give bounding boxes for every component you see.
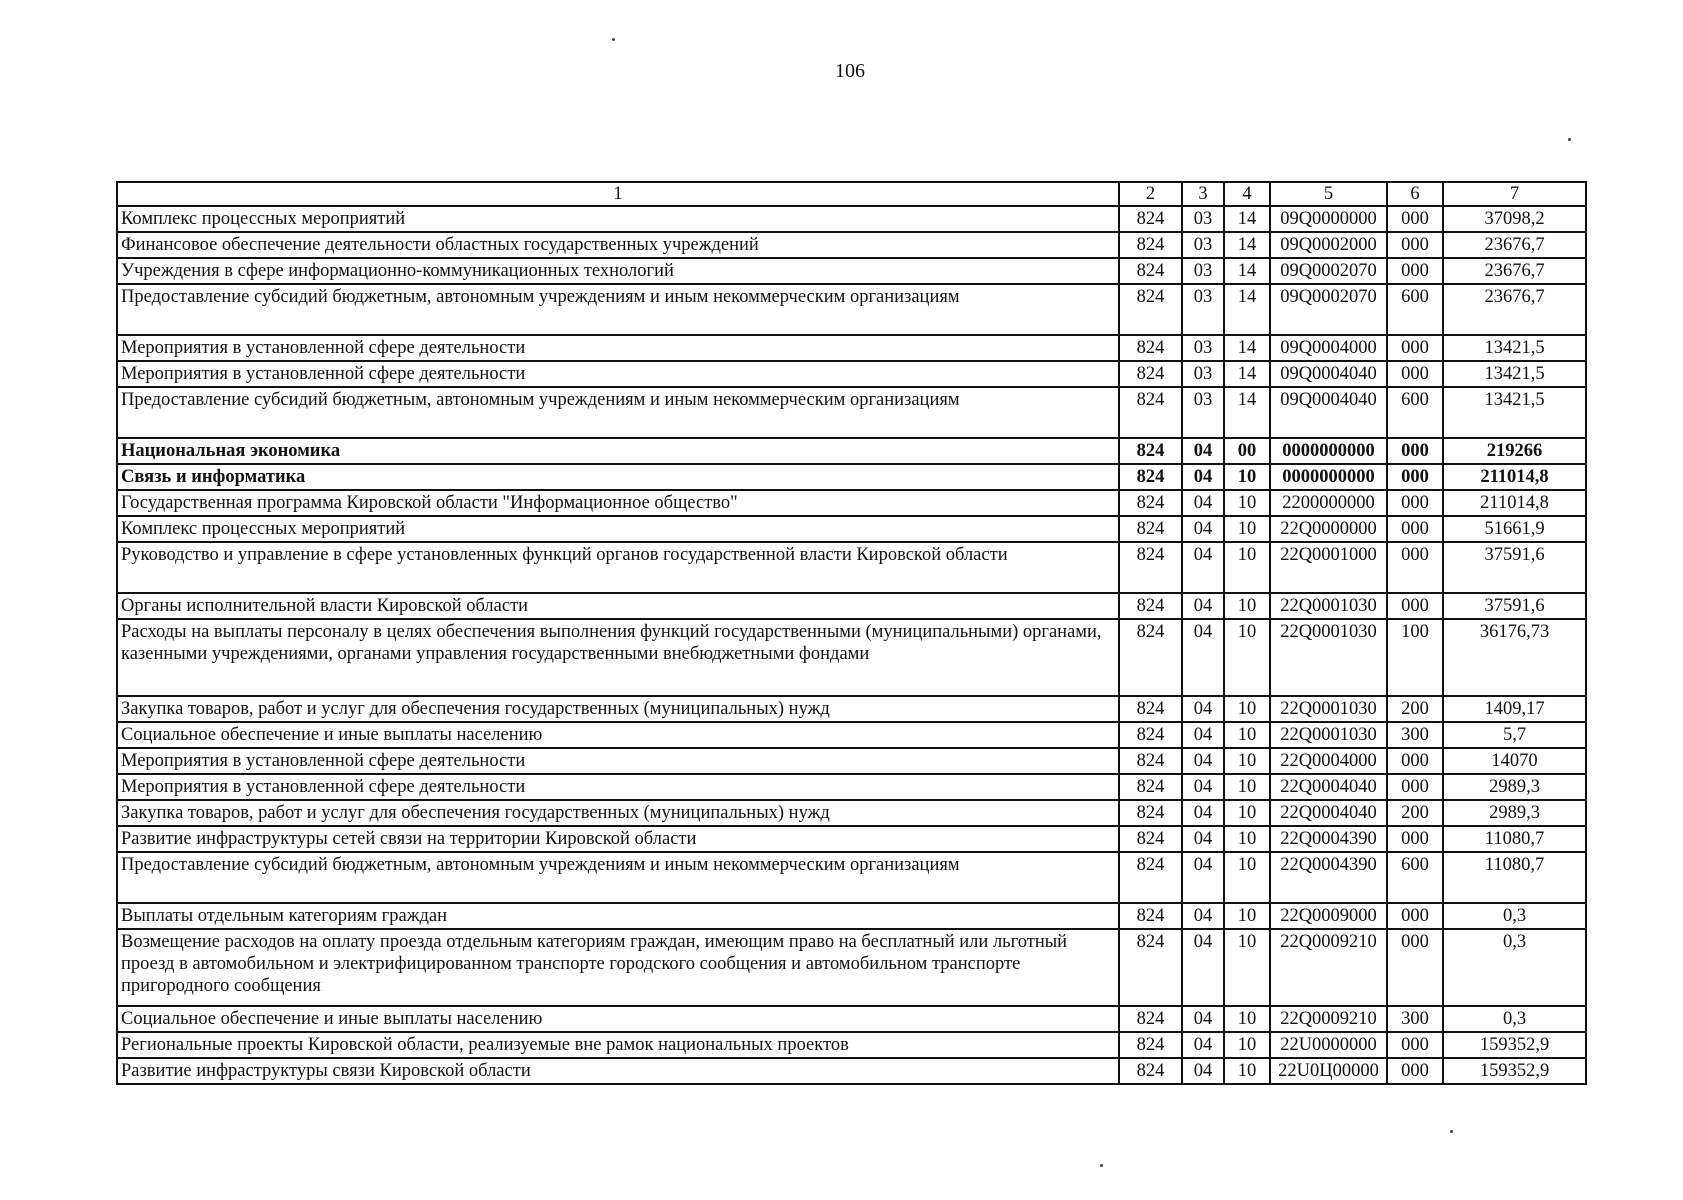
row-col-7-cell: 13421,5 xyxy=(1443,335,1586,361)
row-col-4-cell: 10 xyxy=(1224,516,1270,542)
row-name-cell: Расходы на выплаты персоналу в целях обеспечения выполнения функций государственными (муниципальными) органами, казенными учреждениями, органами управления государственными внебюджетными фондами xyxy=(117,619,1119,696)
row-col-2-cell: 824 xyxy=(1119,258,1182,284)
row-col-3-cell: 04 xyxy=(1182,852,1224,903)
row-col-7-cell: 211014,8 xyxy=(1443,490,1586,516)
table-row xyxy=(117,206,1586,232)
page-number: 106 xyxy=(835,60,865,82)
table-row xyxy=(117,1032,1586,1058)
header-col-7: 7 xyxy=(1443,182,1586,206)
header-col-3: 3 xyxy=(1182,182,1224,206)
table-row xyxy=(117,284,1586,335)
row-col-6-cell: 000 xyxy=(1387,1032,1443,1058)
row-col-5-cell: 22Q0001030 xyxy=(1270,696,1387,722)
row-col-5-cell: 09Q0004040 xyxy=(1270,387,1387,438)
row-col-3-cell: 04 xyxy=(1182,903,1224,929)
row-col-3-cell: 03 xyxy=(1182,361,1224,387)
header-col-6: 6 xyxy=(1387,182,1443,206)
row-col-2-cell: 824 xyxy=(1119,593,1182,619)
row-col-6-cell: 000 xyxy=(1387,438,1443,464)
row-col-7-cell: 211014,8 xyxy=(1443,464,1586,490)
row-col-4-cell: 10 xyxy=(1224,490,1270,516)
row-col-6-cell: 000 xyxy=(1387,464,1443,490)
row-name-cell: Развитие инфраструктуры сетей связи на территории Кировской области xyxy=(117,826,1119,852)
table-row xyxy=(117,361,1586,387)
row-col-6-cell: 000 xyxy=(1387,361,1443,387)
row-col-5-cell: 22Q0009210 xyxy=(1270,1006,1387,1032)
row-col-3-cell: 04 xyxy=(1182,516,1224,542)
row-col-6-cell: 000 xyxy=(1387,516,1443,542)
row-col-6-cell: 000 xyxy=(1387,542,1443,593)
row-col-4-cell: 14 xyxy=(1224,361,1270,387)
table-row xyxy=(117,387,1586,438)
row-name-cell: Мероприятия в установленной сфере деятельности xyxy=(117,748,1119,774)
row-name-cell: Органы исполнительной власти Кировской области xyxy=(117,593,1119,619)
row-col-4-cell: 14 xyxy=(1224,284,1270,335)
row-col-6-cell: 300 xyxy=(1387,1006,1443,1032)
budget-table xyxy=(116,181,1587,1085)
row-col-4-cell: 10 xyxy=(1224,722,1270,748)
row-col-2-cell: 824 xyxy=(1119,903,1182,929)
row-col-5-cell: 22Q0004390 xyxy=(1270,852,1387,903)
row-name-cell: Выплаты отдельным категориям граждан xyxy=(117,903,1119,929)
row-col-2-cell: 824 xyxy=(1119,438,1182,464)
row-col-4-cell: 00 xyxy=(1224,438,1270,464)
row-name-cell: Мероприятия в установленной сфере деятельности xyxy=(117,335,1119,361)
row-col-7-cell: 13421,5 xyxy=(1443,361,1586,387)
scan-speck xyxy=(612,38,615,41)
table-row xyxy=(117,748,1586,774)
row-col-3-cell: 04 xyxy=(1182,696,1224,722)
row-col-2-cell: 824 xyxy=(1119,929,1182,1006)
header-col-4: 4 xyxy=(1224,182,1270,206)
row-name-cell: Финансовое обеспечение деятельности областных государственных учреждений xyxy=(117,232,1119,258)
scan-speck xyxy=(1568,138,1571,141)
row-name-cell: Социальное обеспечение и иные выплаты населению xyxy=(117,722,1119,748)
table-header-row xyxy=(117,182,1586,206)
row-col-5-cell: 22Q0009210 xyxy=(1270,929,1387,1006)
row-name-cell: Учреждения в сфере информационно-коммуникационных технологий xyxy=(117,258,1119,284)
row-col-4-cell: 10 xyxy=(1224,1032,1270,1058)
row-col-6-cell: 600 xyxy=(1387,852,1443,903)
row-col-2-cell: 824 xyxy=(1119,464,1182,490)
table-row xyxy=(117,696,1586,722)
row-col-7-cell: 0,3 xyxy=(1443,903,1586,929)
row-col-6-cell: 100 xyxy=(1387,619,1443,696)
row-col-7-cell: 13421,5 xyxy=(1443,387,1586,438)
row-col-5-cell: 22Q0001030 xyxy=(1270,619,1387,696)
row-name-cell: Предоставление субсидий бюджетным, автономным учреждениям и иным некоммерческим организациям xyxy=(117,284,1119,335)
row-col-7-cell: 0,3 xyxy=(1443,1006,1586,1032)
row-col-3-cell: 04 xyxy=(1182,438,1224,464)
row-col-2-cell: 824 xyxy=(1119,542,1182,593)
row-col-4-cell: 10 xyxy=(1224,852,1270,903)
table-row xyxy=(117,800,1586,826)
row-col-2-cell: 824 xyxy=(1119,619,1182,696)
row-col-5-cell: 09Q0002070 xyxy=(1270,258,1387,284)
row-col-5-cell: 09Q0002000 xyxy=(1270,232,1387,258)
row-col-5-cell: 22Q0001000 xyxy=(1270,542,1387,593)
row-col-6-cell: 600 xyxy=(1387,387,1443,438)
row-name-cell: Комплекс процессных мероприятий xyxy=(117,516,1119,542)
row-col-7-cell: 159352,9 xyxy=(1443,1032,1586,1058)
row-col-4-cell: 14 xyxy=(1224,387,1270,438)
row-col-6-cell: 000 xyxy=(1387,258,1443,284)
row-col-6-cell: 000 xyxy=(1387,826,1443,852)
row-col-5-cell: 22Q0004000 xyxy=(1270,748,1387,774)
row-col-6-cell: 600 xyxy=(1387,284,1443,335)
row-col-3-cell: 04 xyxy=(1182,748,1224,774)
row-col-3-cell: 04 xyxy=(1182,1032,1224,1058)
row-col-3-cell: 04 xyxy=(1182,464,1224,490)
row-col-6-cell: 000 xyxy=(1387,774,1443,800)
row-col-7-cell: 37591,6 xyxy=(1443,542,1586,593)
table-row xyxy=(117,516,1586,542)
row-name-cell: Социальное обеспечение и иные выплаты населению xyxy=(117,1006,1119,1032)
row-col-6-cell: 000 xyxy=(1387,490,1443,516)
row-col-7-cell: 23676,7 xyxy=(1443,232,1586,258)
row-col-6-cell: 000 xyxy=(1387,335,1443,361)
table-row xyxy=(117,903,1586,929)
row-col-3-cell: 04 xyxy=(1182,800,1224,826)
row-col-6-cell: 200 xyxy=(1387,800,1443,826)
row-col-4-cell: 14 xyxy=(1224,335,1270,361)
row-col-7-cell: 23676,7 xyxy=(1443,258,1586,284)
row-col-7-cell: 219266 xyxy=(1443,438,1586,464)
table-row xyxy=(117,929,1586,1006)
table-row xyxy=(117,774,1586,800)
row-col-2-cell: 824 xyxy=(1119,1006,1182,1032)
table-row xyxy=(117,593,1586,619)
row-col-5-cell: 22Q0004040 xyxy=(1270,800,1387,826)
row-col-6-cell: 000 xyxy=(1387,929,1443,1006)
row-col-3-cell: 03 xyxy=(1182,284,1224,335)
row-col-3-cell: 04 xyxy=(1182,929,1224,1006)
row-col-2-cell: 824 xyxy=(1119,800,1182,826)
row-col-2-cell: 824 xyxy=(1119,1058,1182,1084)
row-col-6-cell: 000 xyxy=(1387,903,1443,929)
row-col-4-cell: 10 xyxy=(1224,929,1270,1006)
row-col-2-cell: 824 xyxy=(1119,516,1182,542)
row-col-3-cell: 04 xyxy=(1182,593,1224,619)
row-col-5-cell: 22Q0000000 xyxy=(1270,516,1387,542)
row-name-cell: Руководство и управление в сфере установленных функций органов государственной власти Кировской области xyxy=(117,542,1119,593)
row-col-7-cell: 11080,7 xyxy=(1443,852,1586,903)
scan-speck xyxy=(1100,1164,1103,1167)
row-col-5-cell: 0000000000 xyxy=(1270,464,1387,490)
row-name-cell: Предоставление субсидий бюджетным, автономным учреждениям и иным некоммерческим организациям xyxy=(117,387,1119,438)
row-col-2-cell: 824 xyxy=(1119,284,1182,335)
row-col-7-cell: 0,3 xyxy=(1443,929,1586,1006)
row-col-4-cell: 10 xyxy=(1224,1006,1270,1032)
row-col-7-cell: 2989,3 xyxy=(1443,800,1586,826)
row-col-4-cell: 10 xyxy=(1224,696,1270,722)
row-col-7-cell: 1409,17 xyxy=(1443,696,1586,722)
row-col-4-cell: 14 xyxy=(1224,206,1270,232)
row-col-3-cell: 04 xyxy=(1182,542,1224,593)
row-name-cell: Мероприятия в установленной сфере деятельности xyxy=(117,361,1119,387)
table-row xyxy=(117,1058,1586,1084)
table-row xyxy=(117,619,1586,696)
row-name-cell: Предоставление субсидий бюджетным, автономным учреждениям и иным некоммерческим организациям xyxy=(117,852,1119,903)
row-col-7-cell: 11080,7 xyxy=(1443,826,1586,852)
row-col-5-cell: 09Q0004040 xyxy=(1270,361,1387,387)
row-col-5-cell: 22U0000000 xyxy=(1270,1032,1387,1058)
row-col-5-cell: 22Q0004390 xyxy=(1270,826,1387,852)
row-col-3-cell: 03 xyxy=(1182,335,1224,361)
row-col-2-cell: 824 xyxy=(1119,748,1182,774)
row-col-2-cell: 824 xyxy=(1119,1032,1182,1058)
row-col-7-cell: 23676,7 xyxy=(1443,284,1586,335)
row-name-cell: Закупка товаров, работ и услуг для обеспечения государственных (муниципальных) нужд xyxy=(117,800,1119,826)
row-col-4-cell: 14 xyxy=(1224,258,1270,284)
row-col-3-cell: 04 xyxy=(1182,826,1224,852)
row-col-2-cell: 824 xyxy=(1119,696,1182,722)
row-col-5-cell: 22Q0009000 xyxy=(1270,903,1387,929)
row-col-3-cell: 03 xyxy=(1182,387,1224,438)
table-row xyxy=(117,438,1586,464)
row-col-5-cell: 22Q0004040 xyxy=(1270,774,1387,800)
row-col-5-cell: 09Q0004000 xyxy=(1270,335,1387,361)
row-name-cell: Возмещение расходов на оплату проезда отдельным категориям граждан, имеющим право на бесплатный или льготный проезд в автомобильном и электрифицированном транспорте городского сообщения и автомобильном транспорте пригородного сообщения xyxy=(117,929,1119,1006)
table-row xyxy=(117,826,1586,852)
row-col-6-cell: 300 xyxy=(1387,722,1443,748)
header-col-2: 2 xyxy=(1119,182,1182,206)
row-col-7-cell: 14070 xyxy=(1443,748,1586,774)
row-col-7-cell: 37098,2 xyxy=(1443,206,1586,232)
row-col-2-cell: 824 xyxy=(1119,852,1182,903)
row-name-cell: Развитие инфраструктуры связи Кировской области xyxy=(117,1058,1119,1084)
row-col-7-cell: 51661,9 xyxy=(1443,516,1586,542)
row-col-6-cell: 000 xyxy=(1387,1058,1443,1084)
row-col-3-cell: 04 xyxy=(1182,490,1224,516)
row-col-3-cell: 03 xyxy=(1182,232,1224,258)
row-col-7-cell: 36176,73 xyxy=(1443,619,1586,696)
table-row xyxy=(117,464,1586,490)
table-row xyxy=(117,722,1586,748)
table-row xyxy=(117,490,1586,516)
row-col-5-cell: 0000000000 xyxy=(1270,438,1387,464)
row-col-7-cell: 5,7 xyxy=(1443,722,1586,748)
row-col-4-cell: 10 xyxy=(1224,826,1270,852)
row-name-cell: Национальная экономика xyxy=(117,438,1119,464)
row-col-3-cell: 04 xyxy=(1182,774,1224,800)
row-col-6-cell: 000 xyxy=(1387,748,1443,774)
row-col-2-cell: 824 xyxy=(1119,774,1182,800)
row-col-4-cell: 14 xyxy=(1224,232,1270,258)
row-col-6-cell: 000 xyxy=(1387,232,1443,258)
row-col-4-cell: 10 xyxy=(1224,1058,1270,1084)
scan-speck xyxy=(1450,1130,1453,1133)
row-col-2-cell: 824 xyxy=(1119,361,1182,387)
table-row xyxy=(117,542,1586,593)
row-col-5-cell: 22Q0001030 xyxy=(1270,722,1387,748)
row-col-2-cell: 824 xyxy=(1119,722,1182,748)
row-col-5-cell: 09Q0000000 xyxy=(1270,206,1387,232)
table-row xyxy=(117,852,1586,903)
row-col-5-cell: 2200000000 xyxy=(1270,490,1387,516)
row-name-cell: Комплекс процессных мероприятий xyxy=(117,206,1119,232)
row-col-4-cell: 10 xyxy=(1224,542,1270,593)
row-col-4-cell: 10 xyxy=(1224,774,1270,800)
row-name-cell: Государственная программа Кировской области "Информационное общество" xyxy=(117,490,1119,516)
row-col-7-cell: 2989,3 xyxy=(1443,774,1586,800)
row-col-6-cell: 200 xyxy=(1387,696,1443,722)
row-name-cell: Мероприятия в установленной сфере деятельности xyxy=(117,774,1119,800)
row-col-6-cell: 000 xyxy=(1387,593,1443,619)
row-col-3-cell: 04 xyxy=(1182,1006,1224,1032)
row-name-cell: Региональные проекты Кировской области, реализуемые вне рамок национальных проектов xyxy=(117,1032,1119,1058)
table-row xyxy=(117,232,1586,258)
row-col-4-cell: 10 xyxy=(1224,619,1270,696)
row-col-7-cell: 159352,9 xyxy=(1443,1058,1586,1084)
row-name-cell: Закупка товаров, работ и услуг для обеспечения государственных (муниципальных) нужд xyxy=(117,696,1119,722)
row-col-2-cell: 824 xyxy=(1119,232,1182,258)
row-col-4-cell: 10 xyxy=(1224,903,1270,929)
row-col-2-cell: 824 xyxy=(1119,387,1182,438)
row-col-2-cell: 824 xyxy=(1119,490,1182,516)
table-row xyxy=(117,335,1586,361)
row-col-6-cell: 000 xyxy=(1387,206,1443,232)
table-row xyxy=(117,1006,1586,1032)
row-col-2-cell: 824 xyxy=(1119,335,1182,361)
row-col-2-cell: 824 xyxy=(1119,206,1182,232)
row-col-4-cell: 10 xyxy=(1224,800,1270,826)
row-col-3-cell: 03 xyxy=(1182,258,1224,284)
row-col-5-cell: 22Q0001030 xyxy=(1270,593,1387,619)
table-body xyxy=(117,206,1586,1084)
row-name-cell: Связь и информатика xyxy=(117,464,1119,490)
row-col-2-cell: 824 xyxy=(1119,826,1182,852)
table-row xyxy=(117,258,1586,284)
row-col-3-cell: 04 xyxy=(1182,619,1224,696)
row-col-4-cell: 10 xyxy=(1224,464,1270,490)
row-col-3-cell: 03 xyxy=(1182,206,1224,232)
row-col-7-cell: 37591,6 xyxy=(1443,593,1586,619)
row-col-4-cell: 10 xyxy=(1224,748,1270,774)
row-col-5-cell: 22U0Ц00000 xyxy=(1270,1058,1387,1084)
row-col-3-cell: 04 xyxy=(1182,1058,1224,1084)
row-col-4-cell: 10 xyxy=(1224,593,1270,619)
header-col-1: 1 xyxy=(117,182,1119,206)
row-col-5-cell: 09Q0002070 xyxy=(1270,284,1387,335)
header-col-5: 5 xyxy=(1270,182,1387,206)
row-col-3-cell: 04 xyxy=(1182,722,1224,748)
